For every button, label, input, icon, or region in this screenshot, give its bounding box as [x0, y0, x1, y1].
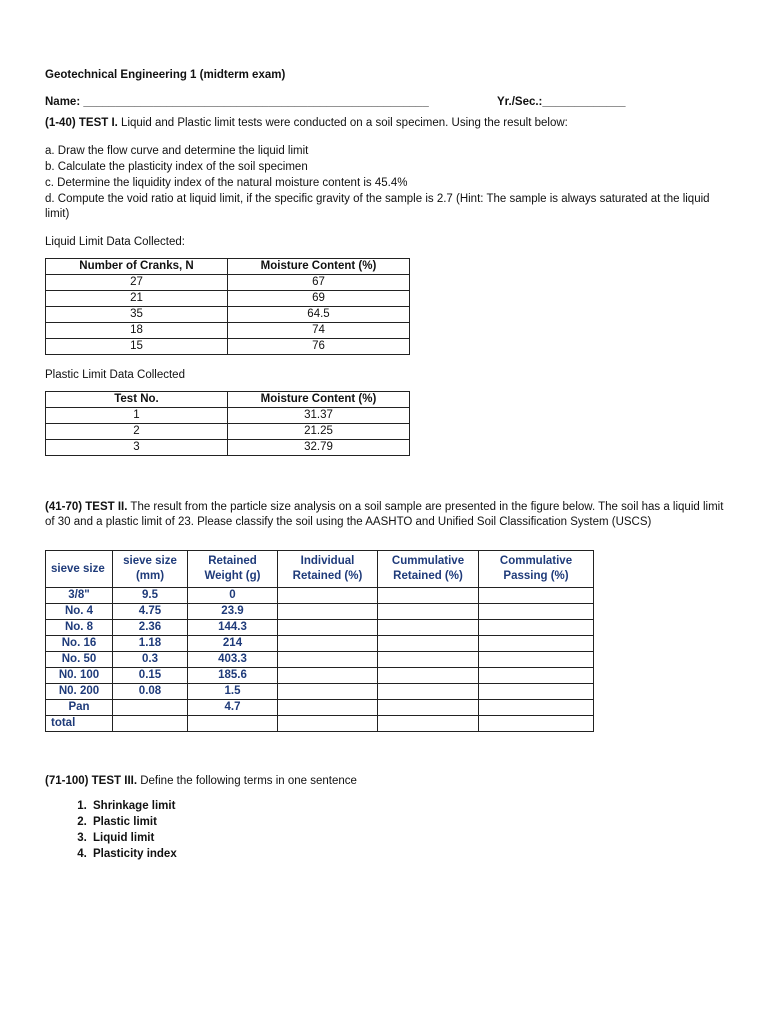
- test1-item: c. Determine the liquidity index of the natural moisture content is 45.4%: [45, 177, 408, 189]
- list-item: 2. Plastic limit: [90, 815, 725, 830]
- table-cell: [113, 716, 188, 732]
- column-header: Number of Cranks, N: [46, 259, 228, 275]
- liquid-limit-label: Liquid Limit Data Collected:: [45, 236, 185, 248]
- table-row: [46, 408, 410, 424]
- table-cell: [378, 700, 479, 716]
- test1-prefix: (1-40) TEST I.: [45, 117, 118, 129]
- list-item: 3. Liquid limit: [90, 831, 725, 846]
- plastic-limit-table: [45, 391, 410, 456]
- table-row: [46, 291, 410, 307]
- name-field: Name: ______________________________________________________: [45, 96, 429, 108]
- table-cell: [479, 716, 594, 732]
- column-header: Cummulative Retained (%): [378, 551, 479, 588]
- table-cell: 32.79: [228, 440, 410, 456]
- table-cell: [378, 716, 479, 732]
- table-cell: 4.7: [188, 700, 278, 716]
- exam-page: [45, 68, 725, 863]
- list-item: 4. Plasticity index: [90, 847, 725, 862]
- column-header: Moisture Content (%): [228, 392, 410, 408]
- table-row: [46, 684, 594, 700]
- table-cell: 69: [228, 291, 410, 307]
- table-cell: [378, 668, 479, 684]
- sieve-analysis-table: [45, 550, 594, 732]
- table-cell: 0.08: [113, 684, 188, 700]
- list-item: 1. Shrinkage limit: [90, 799, 725, 814]
- table-cell: [278, 588, 378, 604]
- column-header: Test No.: [46, 392, 228, 408]
- name-row: [45, 95, 725, 110]
- table-header-row: [46, 551, 594, 588]
- table-cell: N0. 100: [46, 668, 113, 684]
- table-row: [46, 424, 410, 440]
- table-row: [46, 604, 594, 620]
- table-cell: 4.75: [113, 604, 188, 620]
- column-header: Individual Retained (%): [278, 551, 378, 588]
- table-cell: [278, 668, 378, 684]
- yr-sec-field: Yr./Sec.:_____________: [497, 96, 626, 108]
- table-row: [46, 588, 594, 604]
- table-cell: [278, 700, 378, 716]
- test1-item: d. Compute the void ratio at liquid limit, if the specific gravity of the sample is 2.7 (Hint: The sample is always saturated at the liquid limit): [45, 193, 710, 220]
- table-row: [46, 440, 410, 456]
- table-cell: 3/8": [46, 588, 113, 604]
- table-cell: 27: [46, 275, 228, 291]
- table-cell: 0.3: [113, 652, 188, 668]
- test3-instructions: [45, 774, 725, 789]
- table-row: [46, 716, 594, 732]
- table-row: [46, 652, 594, 668]
- liquid-limit-table: [45, 258, 410, 355]
- test3-text: Define the following terms in one sentence: [137, 775, 357, 787]
- test1-item: a. Draw the flow curve and determine the liquid limit: [45, 145, 309, 157]
- table-cell: [378, 684, 479, 700]
- table-cell: [479, 588, 594, 604]
- table-row: [46, 339, 410, 355]
- table-cell: 64.5: [228, 307, 410, 323]
- table-cell: 15: [46, 339, 228, 355]
- table-cell: [278, 636, 378, 652]
- table-cell: 21: [46, 291, 228, 307]
- table-cell: [479, 700, 594, 716]
- table-cell: 23.9: [188, 604, 278, 620]
- table-cell: 2: [46, 424, 228, 440]
- table-cell: [278, 684, 378, 700]
- table-cell: 144.3: [188, 620, 278, 636]
- table-cell: 214: [188, 636, 278, 652]
- test1-text: Liquid and Plastic limit tests were conducted on a soil specimen. Using the result below:: [117, 117, 568, 129]
- table-cell: Pan: [46, 700, 113, 716]
- table-cell: [378, 604, 479, 620]
- table-cell: 31.37: [228, 408, 410, 424]
- table-cell: 67: [228, 275, 410, 291]
- table-cell: [479, 636, 594, 652]
- table-header-row: [46, 392, 410, 408]
- table-cell: [378, 620, 479, 636]
- table-row: [46, 275, 410, 291]
- test2-prefix: (41-70) TEST II.: [45, 501, 128, 513]
- table-row: [46, 620, 594, 636]
- test3-prefix: (71-100) TEST III.: [45, 775, 138, 787]
- table-row: [46, 323, 410, 339]
- table-cell: [188, 716, 278, 732]
- table-cell: 1: [46, 408, 228, 424]
- column-header: Moisture Content (%): [228, 259, 410, 275]
- table-cell: [378, 636, 479, 652]
- column-header: sieve size (mm): [113, 551, 188, 588]
- table-cell: [378, 588, 479, 604]
- table-cell: [378, 652, 479, 668]
- table-cell: [278, 716, 378, 732]
- table-cell: [479, 684, 594, 700]
- table-cell: 18: [46, 323, 228, 339]
- table-cell: No. 4: [46, 604, 113, 620]
- table-cell: 74: [228, 323, 410, 339]
- table-cell: 21.25: [228, 424, 410, 440]
- table-cell: [278, 604, 378, 620]
- table-cell: 1.5: [188, 684, 278, 700]
- table-cell: N0. 200: [46, 684, 113, 700]
- table-header-row: [46, 259, 410, 275]
- table-cell: 9.5: [113, 588, 188, 604]
- test1-items: [45, 144, 725, 222]
- table-cell: 0: [188, 588, 278, 604]
- table-row: [46, 307, 410, 323]
- table-cell: No. 8: [46, 620, 113, 636]
- table-cell: [113, 700, 188, 716]
- table-cell: 185.6: [188, 668, 278, 684]
- table-cell: No. 16: [46, 636, 113, 652]
- table-cell: [278, 652, 378, 668]
- table-cell: [479, 620, 594, 636]
- table-cell: [479, 652, 594, 668]
- column-header: Retained Weight (g): [188, 551, 278, 588]
- test1-instructions: [45, 116, 725, 131]
- plastic-limit-label: Plastic Limit Data Collected: [45, 369, 185, 381]
- exam-title: Geotechnical Engineering 1 (midterm exam): [45, 69, 286, 81]
- table-cell: 76: [228, 339, 410, 355]
- test1-item: b. Calculate the plasticity index of the soil specimen: [45, 161, 308, 173]
- test2-instructions: [45, 500, 725, 530]
- table-cell: No. 50: [46, 652, 113, 668]
- table-cell: [479, 604, 594, 620]
- table-row: [46, 636, 594, 652]
- table-cell: 403.3: [188, 652, 278, 668]
- table-cell: [278, 620, 378, 636]
- column-header: sieve size: [46, 551, 113, 588]
- column-header: Commulative Passing (%): [479, 551, 594, 588]
- table-cell: 3: [46, 440, 228, 456]
- table-cell: [479, 668, 594, 684]
- terms-list: [45, 799, 725, 862]
- table-cell: 0.15: [113, 668, 188, 684]
- table-cell: 1.18: [113, 636, 188, 652]
- table-row: [46, 700, 594, 716]
- table-cell: 2.36: [113, 620, 188, 636]
- table-cell: 35: [46, 307, 228, 323]
- table-cell: total: [46, 716, 113, 732]
- test2-text: The result from the particle size analysis on a soil sample are presented in the figure below. The soil has a liquid limit of 30 and a plastic limit of 23. Please classify the soil using the AASHTO and Unified Soil Classification System (USCS): [45, 501, 724, 528]
- table-row: [46, 668, 594, 684]
